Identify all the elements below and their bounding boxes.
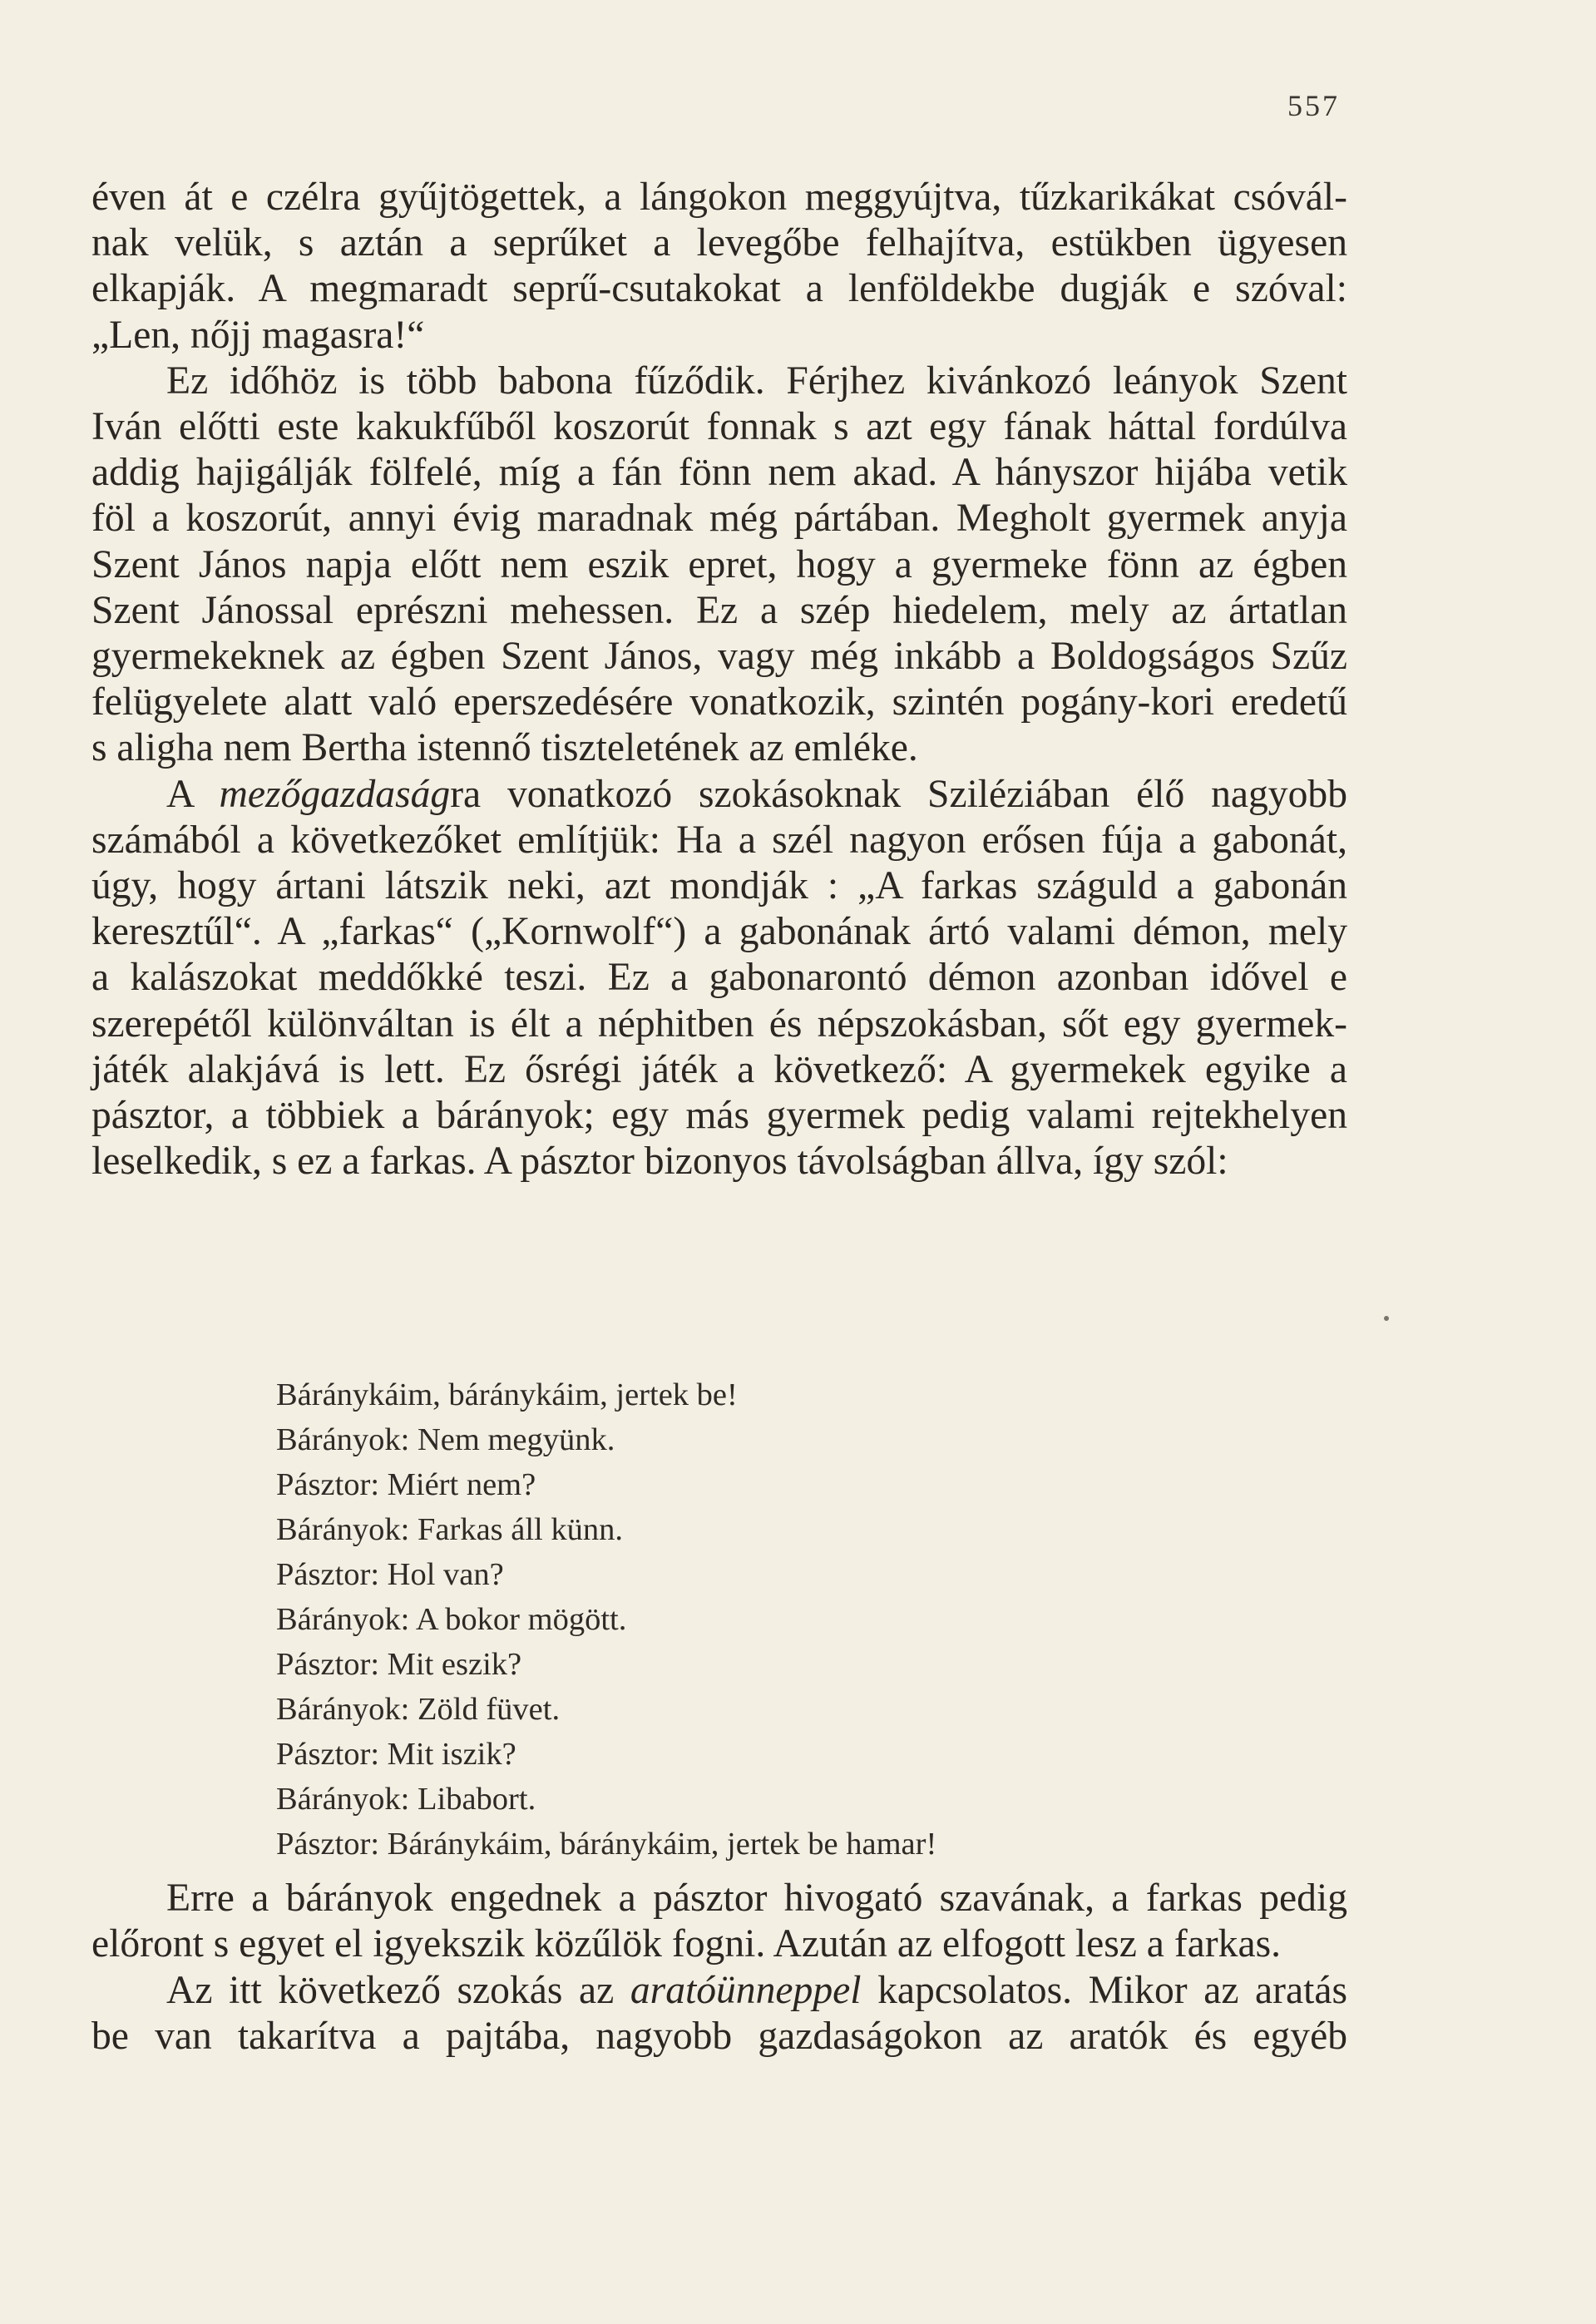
text-line: Ez időhöz is több babona fűződik. Férjhez kivánkozó leányok Szent xyxy=(166,358,1347,403)
text-line: Szent Jánossal eprészni mehessen. Ez a szép hiedelem, mely az ártatlan xyxy=(91,588,1347,632)
dialogue-line: Pásztor: Miért nem? xyxy=(276,1467,536,1502)
dialogue-block xyxy=(276,1372,936,1867)
paragraph-2 xyxy=(91,358,1347,772)
italic-term: mezőgazdaság xyxy=(219,772,451,816)
text-line: nak velük, s aztán a seprűket a levegőbe felhajítva, estükben ügyesen xyxy=(91,221,1347,265)
print-speck xyxy=(1384,1316,1389,1321)
text-line: elkapják. A megmaradt seprű-csutakokat a lenföldekbe dugják e szóval: xyxy=(91,267,1347,311)
text-line: úgy, hogy ártani látszik neki, azt mondják : „A farkas száguld a gabonán xyxy=(91,864,1347,908)
text-line: előront s egyet el igyekszik közűlök fogni. Azután az elfogott lesz a farkas. xyxy=(91,1922,1281,1966)
dialogue-line: Bárányok: Farkas áll künn. xyxy=(276,1512,623,1547)
text-line: felügyelete alatt való eperszedésére vonatkozik, szintén pogány-kori eredetű xyxy=(91,680,1347,724)
text-line: pásztor, a többiek a bárányok; egy más gyermek pedig valami rejtekhelyen xyxy=(91,1094,1347,1138)
page-number: 557 xyxy=(1287,89,1340,122)
dialogue-line: Báránykáim, báránykáim, jertek be! xyxy=(276,1377,738,1412)
text-line: keresztűl“. A „farkas“ („Kornwolf“) a gabonának ártó valami démon, mely xyxy=(91,910,1347,954)
paragraph-1 xyxy=(91,175,1347,358)
text-line: számából a következőket említjük: Ha a szél nagyon erősen fúja a gabonát, xyxy=(91,818,1347,862)
dialogue-line: Bárányok: A bokor mögött. xyxy=(276,1602,627,1637)
text-line: s aligha nem Bertha istennő tiszteletének az emléke. xyxy=(91,726,918,770)
dialogue-line: Bárányok: Nem megyünk. xyxy=(276,1422,615,1457)
dialogue-line: Pásztor: Hol van? xyxy=(276,1557,504,1592)
text-line: a kalászokat meddőkké teszi. Ez a gabonarontó démon azonban idővel e xyxy=(91,956,1347,1000)
text-fragment: A xyxy=(166,772,220,816)
text-line: szerepétől különváltan is élt a néphitben és népszokásban, sőt egy gyermek- xyxy=(91,1001,1347,1046)
text-line: be van takarítva a pajtába, nagyobb gazdaságokon az aratók és egyéb xyxy=(91,2015,1347,2059)
text-line: Erre a bárányok engednek a pásztor hivogató szavának, a farkas pedig xyxy=(166,1877,1347,1920)
text-line xyxy=(91,1968,1347,2014)
dialogue-line: Bárányok: Libabort. xyxy=(276,1782,536,1817)
text-line: leselkedik, s ez a farkas. A pásztor bizonyos távolságban állva, így szól: xyxy=(91,1140,1228,1184)
text-line: föl a koszorút, annyi évig maradnak még pártában. Megholt gyermek anyja xyxy=(91,497,1347,541)
paragraph-5 xyxy=(91,1968,1347,2060)
text-line: addig hajigálják fölfelé, míg a fán fönn nem akad. A hányszor hijába vetik xyxy=(91,451,1347,495)
paragraph-4 xyxy=(91,1876,1347,1968)
text-line: gyermekeknek az égben Szent János, vagy még inkább a Boldogságos Szűz xyxy=(91,635,1347,679)
text-line: Szent János napja előtt nem eszik epret, hogy a gyermeke fönn az égben xyxy=(91,542,1347,586)
text-fragment: Az itt következő szokás az xyxy=(166,1968,630,2012)
dialogue-line: Bárányok: Zöld füvet. xyxy=(276,1692,561,1727)
dialogue-line: Pásztor: Mit iszik? xyxy=(276,1737,516,1772)
body-text xyxy=(91,175,1347,1184)
paragraph-3 xyxy=(91,772,1347,1185)
italic-term: aratóünneppel xyxy=(630,1968,862,2012)
text-line: játék alakjává is lett. Ez ősrégi játék a következő: A gyermekek egyike a xyxy=(91,1047,1347,1091)
dialogue-line: Pásztor: Mit eszik? xyxy=(276,1647,522,1682)
closing-text xyxy=(91,1876,1347,2060)
text-line: „Len, nőjj magasra!“ xyxy=(91,313,425,357)
text-line xyxy=(91,772,1347,818)
text-fragment: ra vonatkozó szokásoknak Sziléziában élő nagyobb xyxy=(450,772,1347,816)
dialogue-line: Pásztor: Báránykáim, báránykáim, jertek be hamar! xyxy=(276,1827,937,1862)
text-line: Iván előtti este kakukfűből koszorút fonnak s azt egy fának háttal fordúlva xyxy=(91,405,1347,449)
text-line: éven át e czélra gyűjtögettek, a lángokon meggyújtva, tűzkarikákat csóvál- xyxy=(91,176,1347,219)
text-fragment: kapcsolatos. Mikor az aratás xyxy=(861,1968,1348,2012)
